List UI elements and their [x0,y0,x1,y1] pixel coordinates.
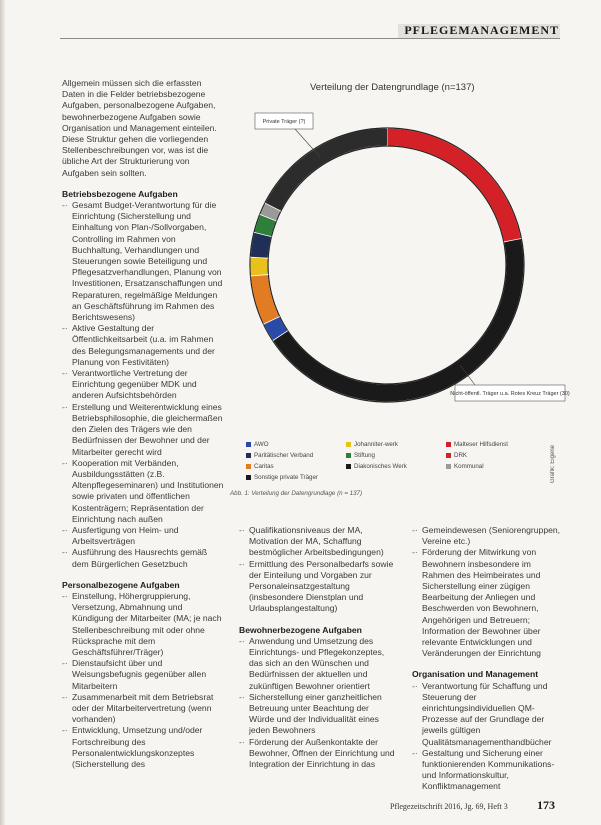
chart-title: Verteilung der Datengrundlage (n=137) [310,82,475,93]
legend-label: Caritas [254,463,274,470]
betriebsbezogen-item: -· Kooperation mit Verbänden, Ausbildungsstätten (z.B. Altenpflegeseminaren) und Institutionen sowie privaten und öffentlichen Kostenträgern; Repräsentation der Einrichtung nach außen [62,458,224,525]
list-personalbezogen-cont [239,525,396,615]
page-number: 173 [537,798,555,812]
donut-slice [280,240,515,393]
legend-label: Stiftung [354,452,375,459]
personalbezogen-cont-item: -· Ermittlung des Personalbedarfs sowie der Einteilung und Vorgaben zur Personaleinsatzgestaltung (insbesondere Dienstplan und Urlaubsplangestaltung) [239,559,396,615]
heading-personalbezogen: Personalbezogene Aufgaben [62,579,180,590]
legend-label: DRK [454,452,468,459]
section-title: PFLEGEMANAGEMENT [404,23,559,37]
legend-label: Kommunal [454,463,484,470]
legend-row [246,450,556,461]
donut-chart [225,95,575,435]
legend-row [246,472,556,483]
heading-organisation: Organisation und Management [412,669,539,680]
betriebsbezogen-item: -· Erstellung und Weiterentwicklung eines Betriebsphilosophie, die gleichermaßen den Zielen des Trägers wie den Bedürfnissen der Bewohner und der Mitarbeiter gerecht wird [62,402,224,458]
list-bewohnerbezogen [239,636,396,770]
legend-swatch [246,464,251,469]
personalbezogen-item: -· Zusammenarbeit mit dem Betriebsrat oder der Mitarbeitervertretung (wenn vorhanden) [62,692,224,726]
legend-swatch [246,442,251,447]
legend-label: Diakonisches Werk [354,463,407,470]
donut-slice [272,320,281,335]
betriebsbezogen-item: -· Aktive Gestaltung der Öffentlichkeitsarbeit (u.a. im Rahmen des Belegungsmanagements und der Planung von Festivitäten) [62,323,224,368]
betriebsbezogen-item: -· Gesamt Budget-Verantwortung für die Einrichtung (Sicherstellung und Einhaltung von Plan-/Sollvorgaben, Controlling im Rahmen von Buchhaltung, Verhandlungen und Steuerungen sowie Beteiligung und Pflegesatzverhandlungen, Planung von Investitionen, Ersatzanschaffungen und Reparaturen, regelmäßige Meldungen an Geschäftsführung im Rahmen des Berichtswesens) [62,200,224,323]
legend-label: Malteser Hilfsdienst [454,441,508,448]
legend-item [346,463,446,470]
heading-betriebsbezogen: Betriebsbezogene Aufgaben [62,188,178,199]
donut-slice [387,137,513,240]
legend-swatch [346,453,351,458]
betriebsbezogen-item: -· Ausfertigung von Heim- und Arbeitsverträgen [62,525,224,547]
legend-label: Paritätischer Verband [254,452,314,459]
legend-item [246,452,346,459]
inner-ring [268,146,506,384]
donut-slice [268,207,273,218]
bewohnerbezogen-cont-item: -· Gemeindewesen (Seniorengruppen, Vereine etc.) [412,525,562,547]
bewohnerbezogen-item: -· Anwendung und Umsetzung des Einrichtungs- und Pflegekonzeptes, das sich an den Wünschen und Bedürfnissen der aktuellen und zukünftigen Bewohner orientiert [239,636,396,692]
betriebsbezogen-item: -· Verantwortliche Vertretung der Einrichtung gegenüber MDK und anderen Aufsichtsbehörden [62,368,224,402]
legend-item [446,452,546,459]
list-betriebsbezogen [62,200,224,570]
legend-swatch [346,442,351,447]
middle-column [239,525,396,780]
legend-label: AWO [254,441,269,448]
right-column [412,525,562,803]
legend-item [446,441,546,448]
legend-swatch [246,475,251,480]
left-column [62,78,224,780]
legend-swatch [446,464,451,469]
personalbezogen-item: -· Dienstaufsicht über und Weisungsbefugnis gegenüber allen Mitarbeitern [62,658,224,692]
figure-caption: Abb. 1: Verteilung der Datengrundlage (n = 137) [230,490,363,497]
legend-row [246,439,556,450]
legend-item [246,474,346,481]
legend-item [446,463,546,470]
intro-paragraph: Allgemein müssen sich die erfassten Daten in die Felder betriebsbezogene Aufgaben, personalbezogene Aufgaben, bewohnerbezogene Aufgaben sowie Organisation und Management einteilen. Diese Struktur gehen die vorliegenden Stellenbeschreibungen vor, was ist die übliche Art der Strukturierung von Aufgaben sein sollten. [62,78,217,178]
legend-swatch [446,442,451,447]
legend-item [346,452,446,459]
legend-item [346,441,446,448]
list-organisation [412,681,562,793]
legend-swatch [246,453,251,458]
bewohnerbezogen-cont-item: -· Förderung der Mitwirkung von Bewohnern insbesondere im Rahmen des Heimbeirates und Sicherstellung einer zügigen Bearbeitung der Anliegen und Beschwerden von Bewohnern, Angehörigen und Betreuern; Information der Bewohner über relevante Entwicklungen und Veränderungen der Einrichtung [412,547,562,659]
legend-row [246,461,556,472]
donut-slice [259,234,262,257]
journal-footer: Pflegezeitschrift 2016, Jg. 69, Heft 3 [390,802,508,811]
callout-bottom-label: Nicht-öffentl. Träger u.a. Rotes Kreuz Träger (30) [450,391,570,397]
legend-swatch [446,453,451,458]
list-personalbezogen [62,591,224,770]
organisation-item: -· Gestaltung und Sicherung einer funktionierenden Kommunikations- und Informationskultur, Konfliktmanagement [412,748,562,793]
image-credit: Grafik: Eigene [550,445,556,484]
chart-legend [246,439,556,483]
bewohnerbezogen-item: -· Förderung der Außenkontakte der Bewohner, Öffnen der Einrichtung und Integration der Einrichtung in das [239,737,396,771]
page-edge [0,0,6,825]
personalbezogen-cont-item: -· Qualifikationsniveaus der MA, Motivation der MA, Schaffung bestmöglicher Arbeitsbedingungen) [239,525,396,559]
bewohnerbezogen-item: -· Sicherstellung einer ganzheitlichen Betreuung unter Beachtung der Würde und der Individualität eines jeden Bewohners [239,692,396,737]
header-rule [60,38,560,39]
legend-item [246,463,346,470]
legend-label: Johanniter-werk [354,441,399,448]
list-bewohnerbezogen-cont [412,525,562,659]
legend-swatch [346,464,351,469]
donut-slice [263,218,268,235]
legend-item [246,441,346,448]
legend-label: Sonstige private Träger [254,474,318,481]
callout-top-label: Private Träger (?) [262,119,306,125]
organisation-item: -· Verantwortung für Schaffung und Steuerung der einrichtungsindividuellen QM-Prozesse auf der Grundlage der jeweils gültigen Qualitätsmanagementhandbücher [412,681,562,748]
heading-bewohnerbezogen: Bewohnerbezogene Aufgaben [239,624,362,635]
betriebsbezogen-item: -· Ausführung des Hausrechts gemäß dem Bürgerlichen Gesetzbuch [62,547,224,569]
personalbezogen-item: -· Entwicklung, Umsetzung und/oder Fortschreibung des Personalentwicklungskonzeptes (Sicherstellung des [62,725,224,770]
personalbezogen-item: -· Einstellung, Höhergruppierung, Versetzung, Abmahnung und Kündigung der Mitarbeiter (MA; je nach Stellenbeschreibung mit oder ohne Rücksprache mit dem Geschäftsführer/Träger) [62,591,224,658]
